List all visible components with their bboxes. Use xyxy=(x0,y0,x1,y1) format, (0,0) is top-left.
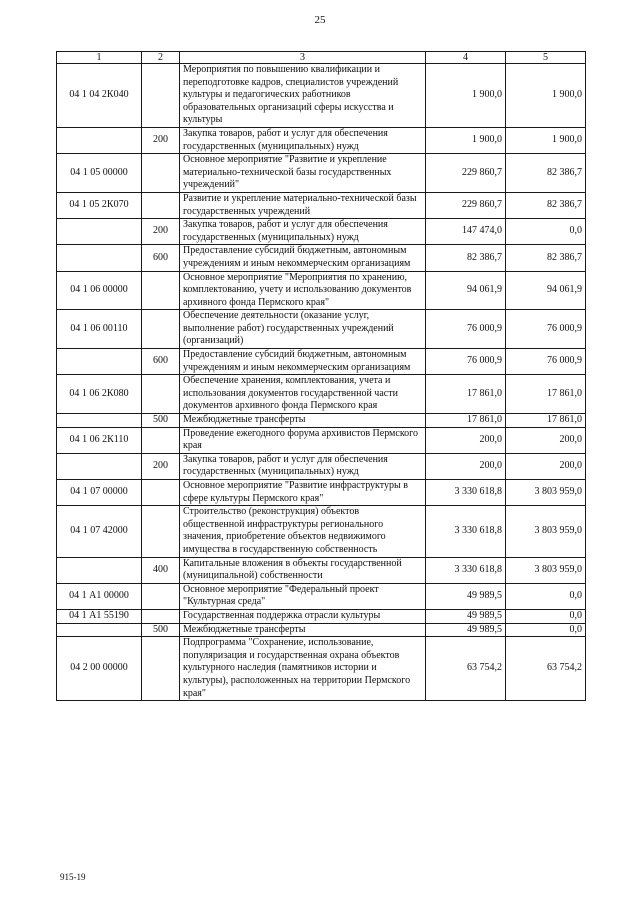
cell-expense-type xyxy=(142,480,180,506)
cell-target-code: 04 1 05 00000 xyxy=(57,154,142,193)
cell-target-code: 04 2 00 00000 xyxy=(57,637,142,701)
cell-expense-type: 200 xyxy=(142,127,180,153)
cell-item-name: Закупка товаров, работ и услуг для обеспечения государственных (муниципальных) нужд xyxy=(180,127,426,153)
cell-amount-1: 94 061,9 xyxy=(426,271,506,310)
table-row xyxy=(57,506,586,557)
cell-amount-2: 3 803 959,0 xyxy=(506,557,586,583)
cell-target-code xyxy=(57,219,142,245)
cell-item-name: Закупка товаров, работ и услуг для обеспечения государственных (муниципальных) нужд xyxy=(180,453,426,479)
table-row xyxy=(57,154,586,193)
cell-amount-2: 82 386,7 xyxy=(506,154,586,193)
cell-target-code: 04 1 06 2К110 xyxy=(57,427,142,453)
cell-item-name: Основное мероприятие "Мероприятия по хранению, комплектованию, учету и использованию документов архивного фонда Пермского края" xyxy=(180,271,426,310)
cell-amount-2: 63 754,2 xyxy=(506,637,586,701)
table-row xyxy=(57,349,586,375)
table-row xyxy=(57,245,586,271)
cell-item-name: Мероприятия по повышению квалификации и переподготовке кадров, специалистов учреждений культуры и педагогических работников образовательных организаций сферы искусства и культуры xyxy=(180,64,426,128)
cell-amount-1: 3 330 618,8 xyxy=(426,557,506,583)
column-header-amount-1: 4 xyxy=(426,52,506,64)
cell-amount-1: 200,0 xyxy=(426,427,506,453)
cell-amount-1: 82 386,7 xyxy=(426,245,506,271)
cell-amount-1: 200,0 xyxy=(426,453,506,479)
cell-target-code xyxy=(57,245,142,271)
cell-amount-2: 200,0 xyxy=(506,453,586,479)
cell-amount-2: 3 803 959,0 xyxy=(506,480,586,506)
cell-item-name: Межбюджетные трансферты xyxy=(180,623,426,637)
cell-expense-type: 200 xyxy=(142,453,180,479)
cell-target-code: 04 1 А1 55190 xyxy=(57,609,142,623)
cell-amount-1: 229 860,7 xyxy=(426,154,506,193)
table-header-row xyxy=(57,52,586,64)
budget-table xyxy=(56,51,586,701)
table-row xyxy=(57,480,586,506)
cell-amount-1: 17 861,0 xyxy=(426,414,506,428)
table-row xyxy=(57,192,586,218)
cell-target-code xyxy=(57,414,142,428)
cell-expense-type xyxy=(142,427,180,453)
page-number: 25 xyxy=(314,14,326,26)
cell-amount-1: 1 900,0 xyxy=(426,64,506,128)
cell-amount-1: 1 900,0 xyxy=(426,127,506,153)
cell-item-name: Предоставление субсидий бюджетным, автономным учреждениям и иным некоммерческим организациям xyxy=(180,349,426,375)
table-row xyxy=(57,623,586,637)
cell-item-name: Основное мероприятие "Развитие и укрепление материально-технической базы государственных учреждений" xyxy=(180,154,426,193)
cell-expense-type xyxy=(142,609,180,623)
cell-amount-2: 94 061,9 xyxy=(506,271,586,310)
table-row xyxy=(57,375,586,414)
table-row xyxy=(57,271,586,310)
cell-amount-1: 147 474,0 xyxy=(426,219,506,245)
column-header-expense-type: 2 xyxy=(142,52,180,64)
table-row xyxy=(57,557,586,583)
cell-target-code: 04 1 04 2К040 xyxy=(57,64,142,128)
cell-target-code xyxy=(57,623,142,637)
cell-expense-type xyxy=(142,637,180,701)
cell-expense-type: 200 xyxy=(142,219,180,245)
cell-item-name: Закупка товаров, работ и услуг для обеспечения государственных (муниципальных) нужд xyxy=(180,219,426,245)
cell-amount-1: 76 000,9 xyxy=(426,310,506,349)
cell-target-code xyxy=(57,127,142,153)
column-header-amount-2: 5 xyxy=(506,52,586,64)
cell-item-name: Капитальные вложения в объекты государственной (муниципальной) собственности xyxy=(180,557,426,583)
table-row xyxy=(57,427,586,453)
column-header-name: 3 xyxy=(180,52,426,64)
cell-item-name: Основное мероприятие "Развитие инфраструктуры в сфере культуры Пермского края" xyxy=(180,480,426,506)
cell-target-code: 04 1 06 00000 xyxy=(57,271,142,310)
cell-amount-1: 3 330 618,8 xyxy=(426,480,506,506)
cell-amount-1: 49 989,5 xyxy=(426,583,506,609)
cell-amount-1: 3 330 618,8 xyxy=(426,506,506,557)
cell-target-code xyxy=(57,453,142,479)
cell-expense-type: 600 xyxy=(142,349,180,375)
table-row xyxy=(57,64,586,128)
cell-item-name: Проведение ежегодного форума архивистов Пермского края xyxy=(180,427,426,453)
cell-amount-2: 0,0 xyxy=(506,219,586,245)
cell-amount-2: 76 000,9 xyxy=(506,310,586,349)
table-row xyxy=(57,609,586,623)
cell-amount-1: 49 989,5 xyxy=(426,609,506,623)
cell-expense-type: 400 xyxy=(142,557,180,583)
cell-amount-2: 1 900,0 xyxy=(506,127,586,153)
cell-expense-type xyxy=(142,583,180,609)
cell-item-name: Подпрограмма "Сохранение, использование, популяризация и государственная охрана объектов культурного наследия (памятников истории и культуры), расположенных на территории Пермского края" xyxy=(180,637,426,701)
table-row xyxy=(57,310,586,349)
cell-item-name: Предоставление субсидий бюджетным, автономным учреждениям и иным некоммерческим организациям xyxy=(180,245,426,271)
cell-amount-2: 1 900,0 xyxy=(506,64,586,128)
table-body xyxy=(57,64,586,701)
cell-expense-type xyxy=(142,192,180,218)
cell-item-name: Обеспечение деятельности (оказание услуг, выполнение работ) государственных учреждений (организаций) xyxy=(180,310,426,349)
table-row xyxy=(57,414,586,428)
cell-target-code: 04 1 07 00000 xyxy=(57,480,142,506)
cell-amount-1: 229 860,7 xyxy=(426,192,506,218)
cell-amount-2: 200,0 xyxy=(506,427,586,453)
cell-target-code: 04 1 06 00110 xyxy=(57,310,142,349)
cell-target-code xyxy=(57,557,142,583)
cell-target-code: 04 1 07 42000 xyxy=(57,506,142,557)
cell-expense-type: 600 xyxy=(142,245,180,271)
cell-target-code: 04 1 05 2К070 xyxy=(57,192,142,218)
cell-amount-2: 82 386,7 xyxy=(506,192,586,218)
cell-amount-1: 63 754,2 xyxy=(426,637,506,701)
table-row xyxy=(57,219,586,245)
cell-amount-2: 0,0 xyxy=(506,609,586,623)
table-row xyxy=(57,453,586,479)
cell-expense-type xyxy=(142,375,180,414)
cell-amount-2: 17 861,0 xyxy=(506,414,586,428)
cell-amount-2: 0,0 xyxy=(506,623,586,637)
cell-amount-2: 0,0 xyxy=(506,583,586,609)
cell-expense-type xyxy=(142,310,180,349)
cell-amount-2: 76 000,9 xyxy=(506,349,586,375)
cell-expense-type xyxy=(142,64,180,128)
cell-item-name: Обеспечение хранения, комплектования, учета и использования документов государственной части документов архивного фонда Пермского края xyxy=(180,375,426,414)
cell-target-code: 04 1 06 2К080 xyxy=(57,375,142,414)
cell-amount-2: 82 386,7 xyxy=(506,245,586,271)
cell-amount-2: 3 803 959,0 xyxy=(506,506,586,557)
cell-expense-type xyxy=(142,271,180,310)
cell-expense-type xyxy=(142,154,180,193)
cell-target-code xyxy=(57,349,142,375)
cell-item-name: Строительство (реконструкция) объектов общественной инфраструктуры регионального значения, приобретение объектов недвижимого имущества в государственную собственность xyxy=(180,506,426,557)
cell-item-name: Основное мероприятие "Федеральный проект "Культурная среда" xyxy=(180,583,426,609)
cell-amount-2: 17 861,0 xyxy=(506,375,586,414)
column-header-code: 1 xyxy=(57,52,142,64)
cell-expense-type xyxy=(142,506,180,557)
cell-item-name: Межбюджетные трансферты xyxy=(180,414,426,428)
table-row xyxy=(57,127,586,153)
cell-amount-1: 49 989,5 xyxy=(426,623,506,637)
cell-item-name: Развитие и укрепление материально-технической базы государственных учреждений xyxy=(180,192,426,218)
cell-target-code: 04 1 А1 00000 xyxy=(57,583,142,609)
cell-expense-type: 500 xyxy=(142,623,180,637)
footer-document-code: 915-19 xyxy=(60,872,86,882)
cell-amount-1: 17 861,0 xyxy=(426,375,506,414)
cell-expense-type: 500 xyxy=(142,414,180,428)
table-row xyxy=(57,583,586,609)
table-row xyxy=(57,637,586,701)
cell-amount-1: 76 000,9 xyxy=(426,349,506,375)
cell-item-name: Государственная поддержка отрасли культуры xyxy=(180,609,426,623)
